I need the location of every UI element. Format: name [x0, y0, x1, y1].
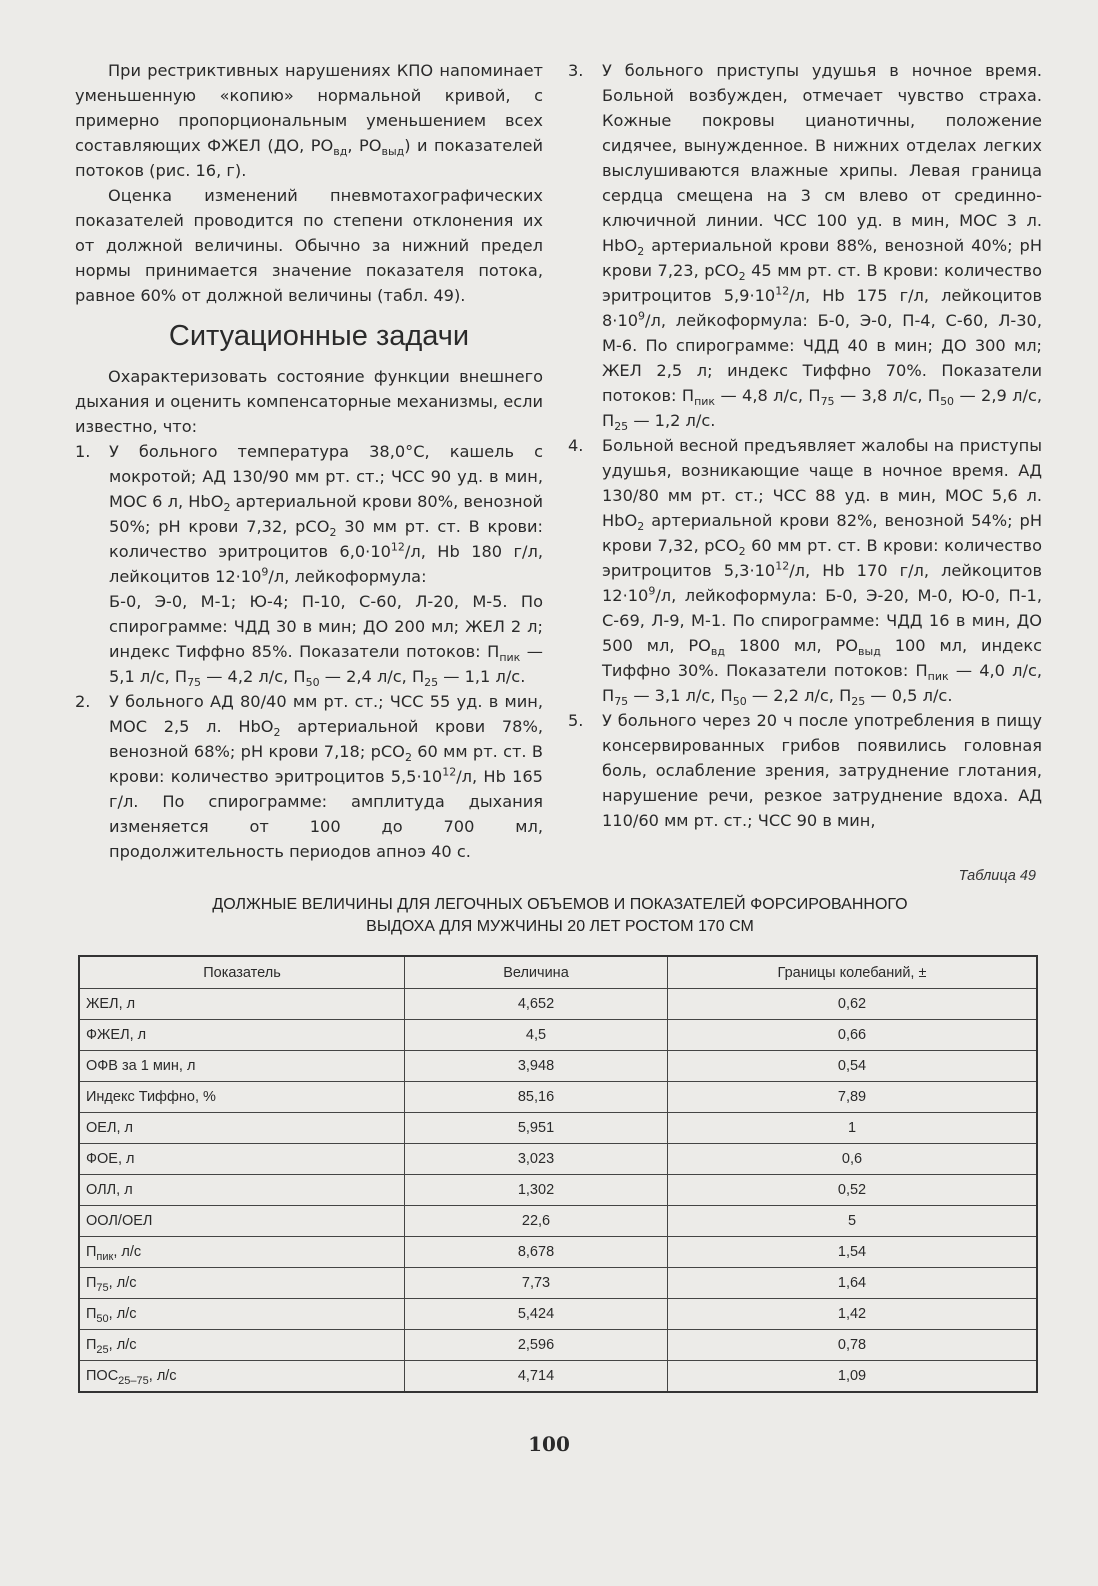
assessment-paragraph: Оценка изменений пневмотахографических показателей проводится по степени отклонения их от должной величины. Обычно за нижний предел нормы принимается значение показателя потока, равное 60% от должной величины (табл. 49). — [75, 186, 543, 305]
cell-range: 0,66 — [668, 1020, 1038, 1051]
task-5-text: У больного через 20 ч после употребления в пищу консервированных грибов появились головная боль, ослабление зрения, затруднение глотания, нарушение речи, резкое затруднение вдоха. АД 110/60 мм рт. ст.; ЧСС 90 в мин, — [602, 711, 1042, 830]
table-body — [79, 989, 1037, 1393]
task-2 — [75, 689, 543, 864]
table-row — [79, 1206, 1037, 1237]
table-row — [79, 1330, 1037, 1361]
cell-range: 1,64 — [668, 1268, 1038, 1299]
cell-value: 4,652 — [405, 989, 668, 1020]
cell-value: 8,678 — [405, 1237, 668, 1268]
section-heading: Ситуационные задачи — [168, 320, 470, 352]
table-row — [79, 1268, 1037, 1299]
cell-indicator: $П_{50}$, л/с — [79, 1299, 405, 1330]
cell-range: 1 — [668, 1113, 1038, 1144]
table-header-row — [79, 956, 1037, 989]
cell-indicator: ОЕЛ, л — [79, 1113, 405, 1144]
table-row — [79, 1082, 1037, 1113]
cell-range: 0,54 — [668, 1051, 1038, 1082]
task-3 — [568, 58, 1042, 433]
cell-value: 4,5 — [405, 1020, 668, 1051]
table-row — [79, 1175, 1037, 1206]
cell-value: 5,951 — [405, 1113, 668, 1144]
cell-range: 0,52 — [668, 1175, 1038, 1206]
cell-value: 7,73 — [405, 1268, 668, 1299]
table-title — [80, 894, 1040, 938]
task-3-text: У больного приступы удушья в ночное время. Больной возбужден, отмечает чувство страха. Кожные покровы цианотичны, положение сидячее, вынужденное. В нижних отделах легких выслушиваются влажные хрипы. Левая граница сердца смещена на 3 см влево от срединно-ключичной линии. ЧСС 100 уд. в мин, МОС 3 л. HbO$_2$ артериальной крови 88%, венозной 40%; pH крови 7,23, pCO$_2$ 45 мм рт. ст. В крови: количество эритроцитов $5,9\cdot 10^{12}/л$, Hb 175 г/л, лейкоцитов $8\cdot 10^9/л$, лейкоформула: Б-0, Э-0, П-4, С-60, Л-30, М-6. По спирограмме: ЧДД 40 в мин; ДО 300 мл; ЖЕЛ 2,5 л; индекс Тиффно 70%. Показатели потоков: $П_{пик}$ — 4,8 л/с, $П_{75}$ — 3,8 л/с, $П_{50}$ — 2,9 л/с, $П_{25}$ — 1,2 л/с. — [602, 61, 1042, 434]
cell-range: 0,62 — [668, 989, 1038, 1020]
right-column — [568, 58, 1042, 833]
table-title-line-1: ДОЛЖНЫЕ ВЕЛИЧИНЫ ДЛЯ ЛЕГОЧНЫХ ОБЪЕМОВ И ПОКАЗАТЕЛЕЙ ФОРСИРОВАННОГО — [212, 896, 908, 913]
column-header-indicator: Показатель — [79, 956, 405, 989]
cell-indicator: Индекс Тиффно, % — [79, 1082, 405, 1113]
task-1-text: У больного температура 38,0°С, кашель с мокротой; АД 130/90 мм рт. ст.; ЧСС 90 уд. в мин, МОС 6 л, HbO$_2$ артериальной крови 80%, венозной 50%; pH крови 7,32, pCO$_2$ 30 мм рт. ст. В крови: количество эритроцитов $6,0\cdot 10^{12}/л$, Hb 180 г/л, лейкоцитов $12\cdot 10^9/л$, лейкоформула: — [109, 442, 543, 586]
task-5 — [568, 708, 1042, 833]
cell-indicator: ЖЕЛ, л — [79, 989, 405, 1020]
reference-values-table — [78, 955, 1038, 1393]
cell-value: 4,714 — [405, 1361, 668, 1393]
column-header-value: Величина — [405, 956, 668, 989]
cell-indicator: ФЖЕЛ, л — [79, 1020, 405, 1051]
cell-indicator: ФОЕ, л — [79, 1144, 405, 1175]
task-intro: Охарактеризовать состояние функции внешнего дыхания и оценить компенсаторные механизмы, если известно, что: — [75, 367, 543, 436]
task-number: 5. — [568, 711, 584, 730]
cell-indicator: $П_{пик}$, л/с — [79, 1237, 405, 1268]
cell-range: 0,78 — [668, 1330, 1038, 1361]
task-number: 3. — [568, 61, 584, 80]
cell-value: 3,948 — [405, 1051, 668, 1082]
cell-value: 1,302 — [405, 1175, 668, 1206]
page-number: 100 — [528, 1432, 570, 1456]
left-column — [75, 58, 543, 864]
task-1 — [75, 439, 543, 689]
table-caption: Таблица 49 — [958, 868, 1036, 884]
task-number: 2. — [75, 692, 91, 711]
task-2-text: У больного АД 80/40 мм рт. ст.; ЧСС 55 уд. в мин, МОС 2,5 л. HbO$_2$ артериальной крови 78%, венозной 68%; pH крови 7,18; pCO$_2$ 60 мм рт. ст. В крови: количество эритроцитов $5,5\cdot 10^{12}/л$, Hb 165 г/л. По спирограмме: амплитуда дыхания изменяется от 100 до 700 мл, продолжительность периодов апноэ 40 с. — [109, 692, 544, 861]
table-row — [79, 1113, 1037, 1144]
cell-indicator: $П_{75}$, л/с — [79, 1268, 405, 1299]
table-row — [79, 1299, 1037, 1330]
cell-range: 0,6 — [668, 1144, 1038, 1175]
table-row — [79, 1020, 1037, 1051]
cell-range: 1,09 — [668, 1361, 1038, 1393]
task-1-spirogram: Б-0, Э-0, М-1; Ю-4; П-10, С-60, Л-20, М-5. По спирограмме: ЧДД 30 в мин; ДО 200 мл; ЖЕЛ 2 л; индекс Тиффно 85%. Показатели потоков: $П_{пик}$ — 5,1 л/с, $П_{75}$ — 4,2 л/с, $П_{50}$ — 2,4 л/с, $П_{25}$ — 1,1 л/с. — [109, 592, 543, 690]
table-row — [79, 989, 1037, 1020]
cell-range: 1,54 — [668, 1237, 1038, 1268]
task-number: 1. — [75, 442, 91, 461]
table-title-line-2: ВЫДОХА ДЛЯ МУЖЧИНЫ 20 ЛЕТ РОСТОМ 170 СМ — [366, 918, 754, 935]
cell-value: 5,424 — [405, 1299, 668, 1330]
task-number: 4. — [568, 436, 584, 455]
intro-paragraph: При рестриктивных нарушениях КПО напоминает уменьшенную «копию» нормальной кривой, с примерно пропорциональным уменьшением всех составляющих ФЖЕЛ (ДО, $РО_{вд}$, $РО_{выд}$) и показателей потоков (рис. 16, г). — [75, 61, 543, 180]
cell-value: 2,596 — [405, 1330, 668, 1361]
cell-value: 3,023 — [405, 1144, 668, 1175]
cell-indicator: ООЛ/ОЕЛ — [79, 1206, 405, 1237]
cell-range: 1,42 — [668, 1299, 1038, 1330]
cell-indicator: $П_{25}$, л/с — [79, 1330, 405, 1361]
cell-range: 7,89 — [668, 1082, 1038, 1113]
column-header-range: Границы колебаний, ± — [668, 956, 1038, 989]
cell-value: 22,6 — [405, 1206, 668, 1237]
table-row — [79, 1051, 1037, 1082]
cell-indicator: ОФВ за 1 мин, л — [79, 1051, 405, 1082]
cell-indicator: ОЛЛ, л — [79, 1175, 405, 1206]
cell-value: 85,16 — [405, 1082, 668, 1113]
table-row — [79, 1361, 1037, 1393]
table-row — [79, 1237, 1037, 1268]
task-4 — [568, 433, 1042, 708]
task-4-text: Больной весной предъявляет жалобы на приступы удушья, возникающие чаще в ночное время. АД 130/80 мм рт. ст.; ЧСС 88 уд. в мин, МОС 5,6 л. HbO$_2$ артериальной крови 82%, венозной 54%; pH крови 7,32, pCO$_2$ 60 мм рт. ст. В крови: количество эритроцитов $5,3\cdot 10^{12}/л$, Hb 170 г/л, лейкоцитов $12\cdot 10^9/л$, лейкоформула: Б-0, Э-20, М-0, Ю-0, П-1, С-69, Л-9, М-1. По спирограмме: ЧДД 16 в мин, ДО 500 мл, $РО_{вд}$ 1800 мл, $РО_{выд}$ 100 мл, индекс Тиффно 30%. Показатели потоков: $П_{пик}$ — 4,0 л/с, $П_{75}$ — 3,1 л/с, $П_{50}$ — 2,2 л/с, $П_{25}$ — 0,5 л/с. — [602, 436, 1042, 709]
table-row — [79, 1144, 1037, 1175]
cell-indicator: $ПОС_{25-75}$, л/с — [79, 1361, 405, 1393]
cell-range: 5 — [668, 1206, 1038, 1237]
